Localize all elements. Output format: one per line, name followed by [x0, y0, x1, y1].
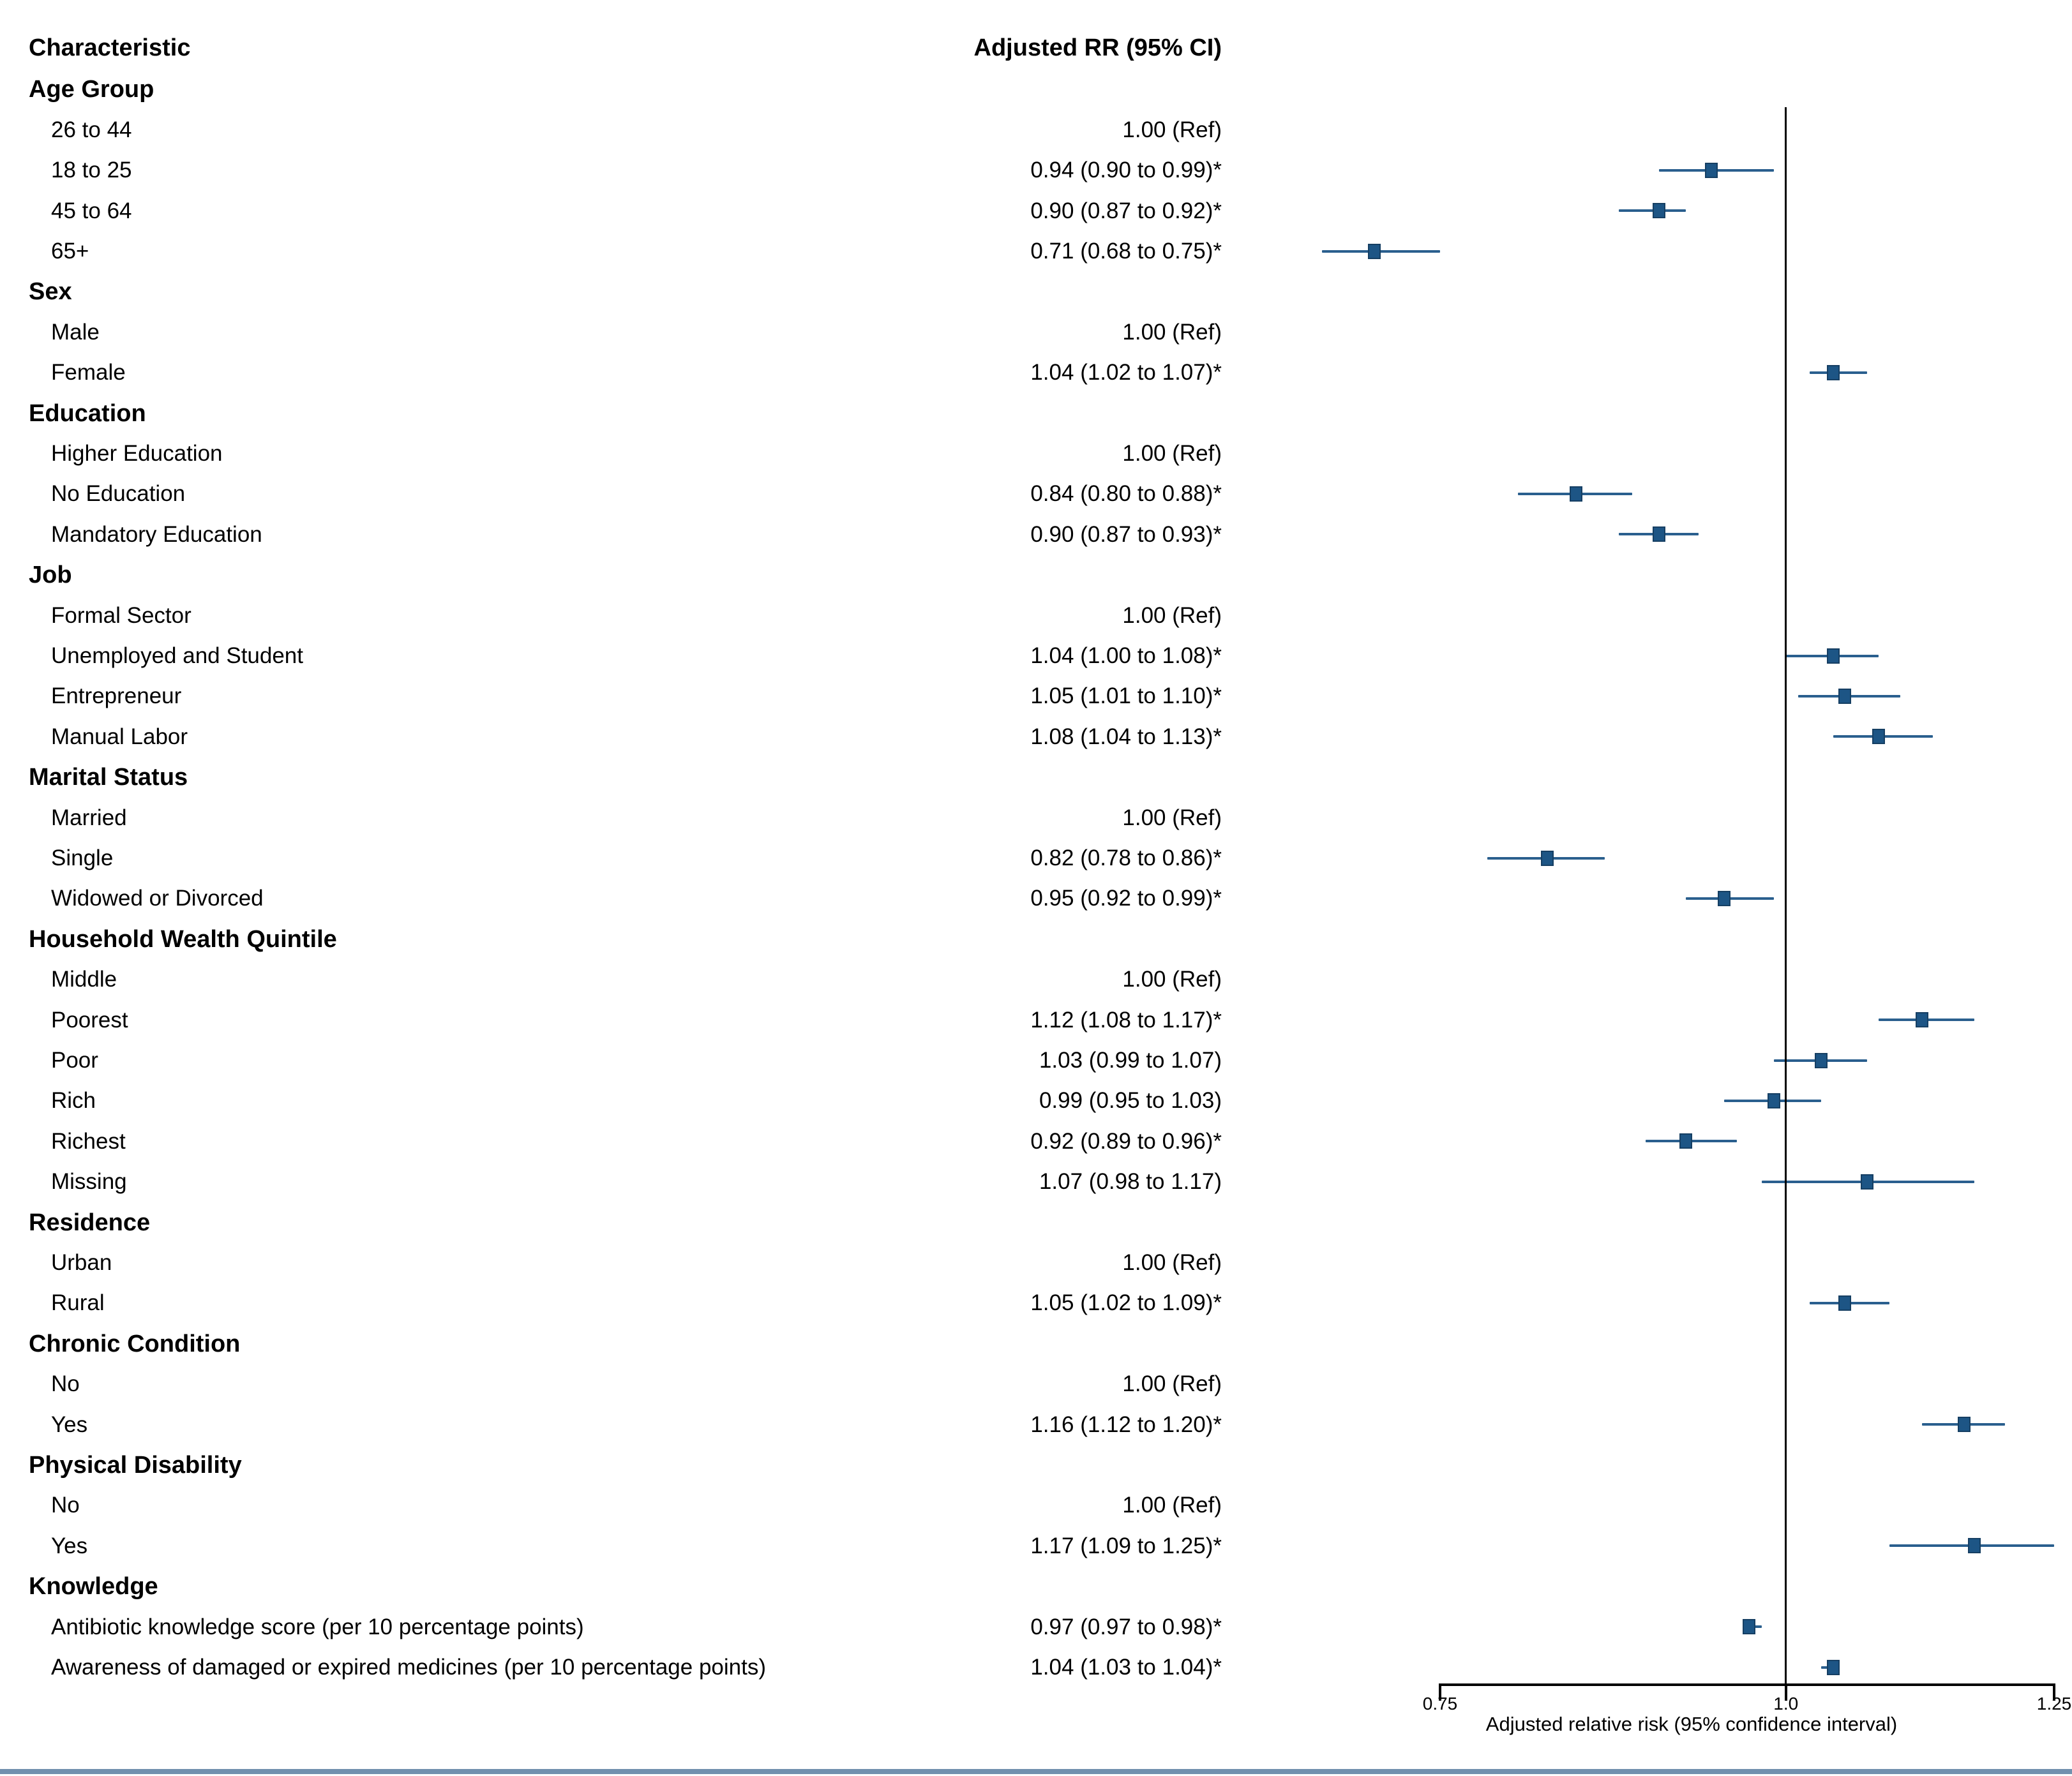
row-rr-value: 0.84 (0.80 to 0.88)* [1030, 481, 1222, 507]
row-rr-value: 1.00 (Ref) [1122, 117, 1222, 142]
row-rr-value: 1.00 (Ref) [1122, 1250, 1222, 1275]
adjusted-rr-column-header: Adjusted RR (95% CI) [973, 34, 1222, 61]
point-estimate-marker [1653, 526, 1665, 542]
row-group-label: Marital Status [29, 764, 188, 791]
x-axis-tick-label: 1.25 [2036, 1694, 2072, 1713]
row-item-label: 18 to 25 [51, 158, 132, 183]
row-group-label: Age Group [29, 76, 154, 103]
row-item-label: Poorest [51, 1007, 128, 1033]
point-estimate-marker [1827, 1660, 1840, 1675]
row-rr-value: 1.04 (1.00 to 1.08)* [1030, 643, 1222, 668]
row-rr-value: 1.04 (1.03 to 1.04)* [1030, 1654, 1222, 1680]
row-item-label: Formal Sector [51, 602, 191, 628]
row-rr-value: 1.00 (Ref) [1122, 1371, 1222, 1397]
row-item-label: Awareness of damaged or expired medicines (per 10 percentage points) [51, 1654, 766, 1680]
row-group-label: Sex [29, 278, 72, 306]
row-group-label: Physical Disability [29, 1451, 242, 1479]
row-rr-value: 0.71 (0.68 to 0.75)* [1030, 238, 1222, 264]
point-estimate-marker [1705, 163, 1718, 178]
point-estimate-marker [1718, 891, 1730, 906]
row-rr-value: 1.08 (1.04 to 1.13)* [1030, 724, 1222, 749]
row-item-label: Unemployed and Student [51, 643, 303, 668]
row-item-label: Married [51, 805, 127, 830]
row-item-label: Yes [51, 1533, 88, 1558]
point-estimate-marker [1679, 1133, 1692, 1149]
row-rr-value: 0.82 (0.78 to 0.86)* [1030, 845, 1222, 870]
row-item-label: Female [51, 360, 126, 385]
point-estimate-marker [1838, 689, 1851, 704]
point-estimate-marker [1916, 1012, 1928, 1027]
row-rr-value: 0.94 (0.90 to 0.99)* [1030, 158, 1222, 183]
row-rr-value: 1.00 (Ref) [1122, 805, 1222, 830]
row-item-label: Rich [51, 1088, 96, 1114]
row-group-label: Education [29, 399, 146, 427]
point-estimate-marker [1861, 1174, 1873, 1190]
row-item-label: Poor [51, 1047, 98, 1073]
row-rr-value: 0.92 (0.89 to 0.96)* [1030, 1128, 1222, 1154]
row-rr-value: 1.04 (1.02 to 1.07)* [1030, 360, 1222, 385]
point-estimate-marker [1827, 365, 1840, 380]
row-item-label: Antibiotic knowledge score (per 10 percentage points) [51, 1614, 584, 1639]
row-rr-value: 1.05 (1.02 to 1.09)* [1030, 1290, 1222, 1316]
x-axis-line [1440, 1683, 2054, 1686]
row-item-label: No [51, 1493, 80, 1518]
row-item-label: Single [51, 845, 114, 870]
x-axis-title: Adjusted relative risk (95% confidence interval) [1485, 1713, 1898, 1735]
row-rr-value: 0.99 (0.95 to 1.03) [1039, 1088, 1222, 1114]
row-rr-value: 1.00 (Ref) [1122, 319, 1222, 345]
row-item-label: Missing [51, 1169, 127, 1195]
row-rr-value: 1.05 (1.01 to 1.10)* [1030, 683, 1222, 709]
reference-line [1785, 107, 1787, 1683]
row-item-label: No [51, 1371, 80, 1397]
row-item-label: 45 to 64 [51, 198, 132, 223]
point-estimate-marker [1958, 1417, 1971, 1432]
row-rr-value: 1.00 (Ref) [1122, 440, 1222, 466]
characteristic-column-header: Characteristic [29, 34, 191, 61]
row-item-label: Rural [51, 1290, 105, 1316]
point-estimate-marker [1838, 1295, 1851, 1311]
row-rr-value: 1.00 (Ref) [1122, 602, 1222, 628]
row-rr-value: 1.00 (Ref) [1122, 1493, 1222, 1518]
row-rr-value: 1.17 (1.09 to 1.25)* [1030, 1533, 1222, 1558]
row-rr-value: 0.90 (0.87 to 0.93)* [1030, 521, 1222, 547]
row-rr-value: 1.07 (0.98 to 1.17) [1039, 1169, 1222, 1195]
row-rr-value: 1.12 (1.08 to 1.17)* [1030, 1007, 1222, 1033]
row-item-label: Richest [51, 1128, 126, 1154]
row-item-label: Mandatory Education [51, 521, 262, 547]
point-estimate-marker [1541, 851, 1554, 866]
point-estimate-marker [1827, 648, 1840, 664]
row-item-label: No Education [51, 481, 186, 507]
point-estimate-marker [1872, 729, 1885, 744]
row-item-label: Widowed or Divorced [51, 886, 264, 911]
row-item-label: Urban [51, 1250, 112, 1275]
confidence-interval-line [1322, 250, 1440, 253]
row-group-label: Residence [29, 1209, 151, 1236]
point-estimate-marker [1768, 1093, 1780, 1108]
row-item-label: 65+ [51, 238, 89, 264]
row-item-label: Male [51, 319, 100, 345]
point-estimate-marker [1815, 1053, 1828, 1068]
row-item-label: Entrepreneur [51, 683, 182, 709]
point-estimate-marker [1968, 1538, 1981, 1553]
point-estimate-marker [1368, 244, 1381, 259]
row-group-label: Knowledge [29, 1573, 158, 1601]
row-group-label: Chronic Condition [29, 1330, 241, 1357]
point-estimate-marker [1570, 486, 1582, 502]
x-axis-tick-label: 0.75 [1422, 1694, 1458, 1713]
row-item-label: Manual Labor [51, 724, 188, 749]
row-item-label: Yes [51, 1412, 88, 1437]
x-axis-tick-label: 1.0 [1773, 1694, 1799, 1713]
row-group-label: Household Wealth Quintile [29, 925, 337, 953]
row-item-label: 26 to 44 [51, 117, 132, 142]
row-rr-value: 0.97 (0.97 to 0.98)* [1030, 1614, 1222, 1639]
row-rr-value: 1.16 (1.12 to 1.20)* [1030, 1412, 1222, 1437]
point-estimate-marker [1653, 203, 1665, 218]
row-rr-value: 1.00 (Ref) [1122, 967, 1222, 992]
confidence-interval-line [1619, 209, 1686, 212]
row-item-label: Middle [51, 967, 117, 992]
point-estimate-marker [1743, 1619, 1755, 1634]
row-rr-value: 1.03 (0.99 to 1.07) [1039, 1047, 1222, 1073]
row-item-label: Higher Education [51, 440, 223, 466]
row-rr-value: 0.90 (0.87 to 0.92)* [1030, 198, 1222, 223]
row-group-label: Job [29, 562, 72, 589]
row-rr-value: 0.95 (0.92 to 0.99)* [1030, 886, 1222, 911]
window-bottom-edge-bar [0, 1769, 2072, 1774]
